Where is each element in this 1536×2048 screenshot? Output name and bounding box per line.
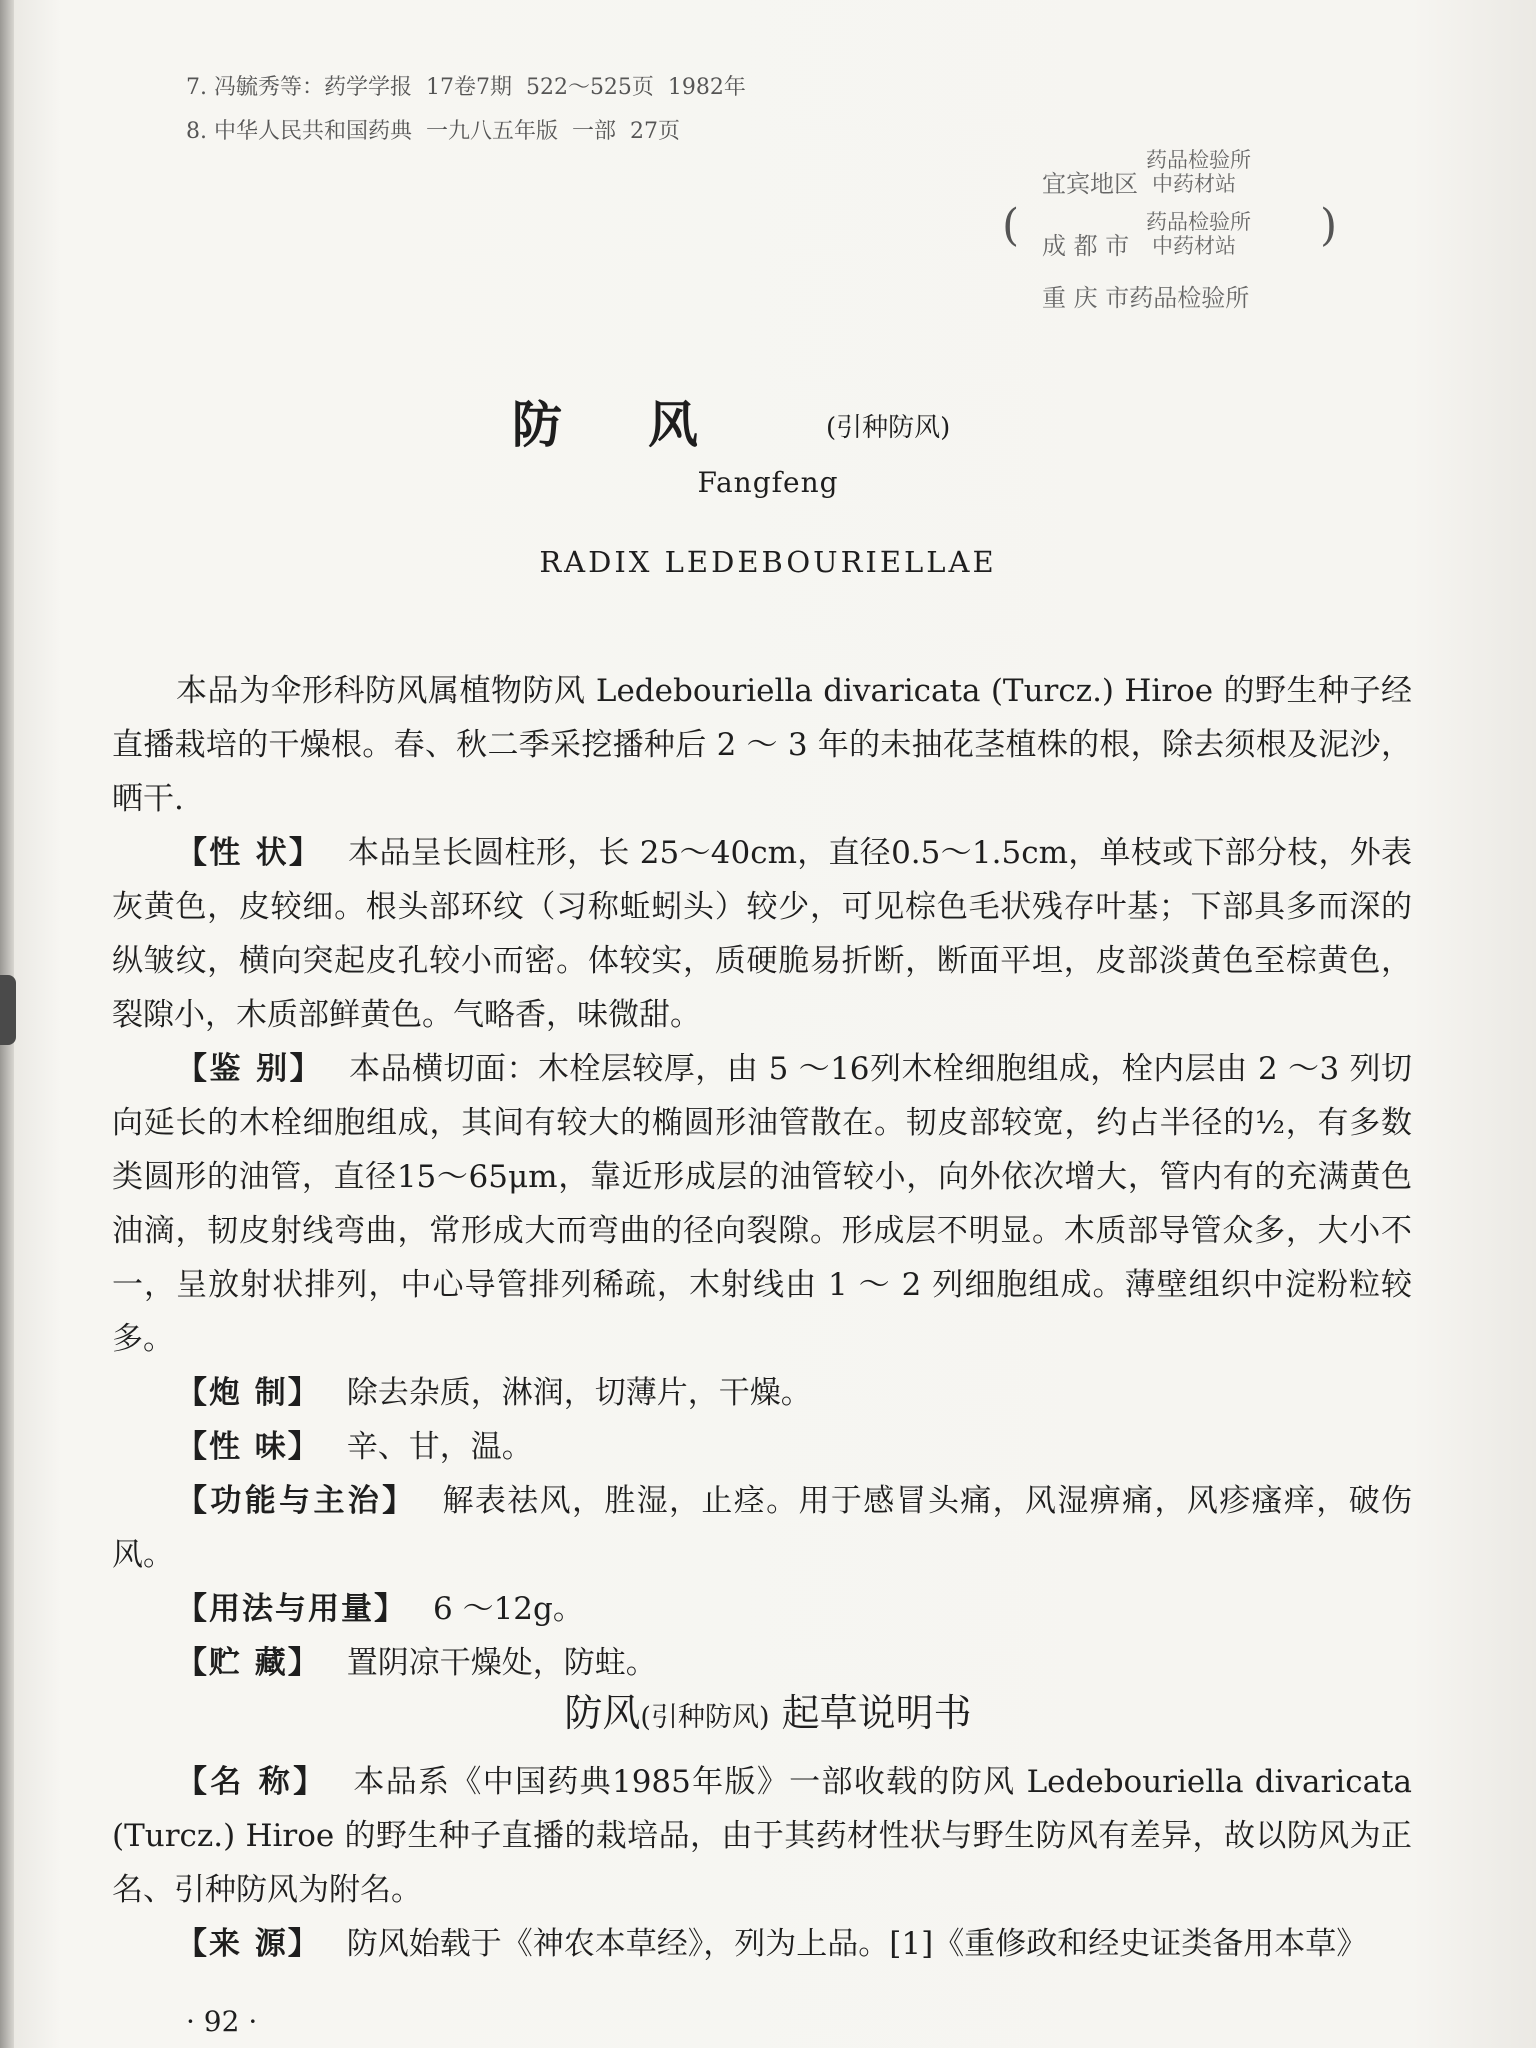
reference-item: 7. 冯毓秀等：药学学报 17卷7期 522～525页 1982年: [186, 75, 746, 100]
institution-stack: [1146, 210, 1251, 258]
drafting-title-main: 防风: [564, 1691, 641, 1735]
institution-name: 重 庆 市药品检验所: [1042, 284, 1250, 312]
drafting-notes-title: [0, 1682, 1536, 1737]
page-number: · 92 ·: [186, 2005, 258, 2038]
section-text: 6 ～12g。: [433, 1591, 584, 1627]
drafting-title-sub: (引种防风): [640, 1702, 770, 1733]
section-dosage: [112, 1582, 1412, 1636]
section-property-flavor: [112, 1420, 1412, 1474]
section-label: 【性 状】: [176, 835, 323, 871]
institution-name: 药品检验所: [1146, 148, 1251, 172]
section-actions-indications: [112, 1474, 1412, 1582]
section-text: 防风始载于《神农本草经》，列为上品。[1]《重修政和经史证类备用本草》: [346, 1926, 1368, 1962]
institution-prefix: 成 都 市: [1042, 232, 1130, 260]
section-label: 【来 源】: [176, 1926, 321, 1962]
title-pinyin: Fangfeng: [697, 466, 839, 499]
section-label: 【鉴 别】: [176, 1051, 324, 1087]
reference-item: 8. 中华人民共和国药典 一九八五年版 一部 27页: [186, 119, 680, 144]
section-identification: [112, 1042, 1412, 1366]
section-text: 置阴凉干燥处，防蛀。: [346, 1645, 657, 1681]
section-label: 【炮 制】: [176, 1375, 321, 1411]
institution-stack: [1146, 148, 1251, 196]
institution-name: 中药材站: [1152, 234, 1236, 258]
section-text: 本品呈长圆柱形，长 25～40cm，直径0.5～1.5cm，单枝或下部分枝，外表灰黄色，皮较细。根头部环纹（习称蚯蚓头）较少，可见棕色毛状残存叶基；下部具多而深的纵皱纹，横向突起皮孔较小而密。体较实，质硬脆易折断，断面平坦，皮部淡黄色至棕黄色，裂隙小，木质部鲜黄色。气略香，味微甜。: [112, 835, 1413, 1033]
section-text: 本品横切面：木栓层较厚，由 5 ～16列木栓细胞组成，栓内层由 2 ～3 列切向延长的木栓细胞组成，其间有较大的椭圆形油管散在。韧皮部较宽，约占半径的½，有多数类圆形的油管，直径15～65μm，靠近形成层的油管较小，向外依次增大，管内有的充满黄色油滴，韧皮射线弯曲，常形成大而弯曲的径向裂隙。形成层不明显。木质部导管众多，大小不一，呈放射状排列，中心导管排列稀疏，木射线由 1 ～ 2 列细胞组成。薄壁组织中淀粉粒较多。: [112, 1051, 1412, 1357]
monograph-body: [112, 664, 1412, 1690]
authoring-institutions: [1002, 148, 1342, 318]
monograph-title: [0, 385, 1536, 455]
reference-list: [186, 66, 746, 154]
left-parenthesis: (: [1002, 200, 1020, 251]
institution-name: 中药材站: [1152, 172, 1236, 196]
title-chinese: 防风: [512, 396, 784, 454]
title-latin: RADIX LEDEBOURIELLAE: [539, 545, 997, 579]
section-text: 本品系《中国药典1985年版》一部收载的防风 Ledebouriella divaricata (Turcz.) Hiroe 的野生种子直播的栽培品，由于其药材性状与野生防风有差异，故以防风为正名、引种防风为附名。: [112, 1764, 1412, 1908]
section-origin: [112, 1917, 1412, 1971]
institution-name: 药品检验所: [1146, 210, 1251, 234]
drafting-notes-body: [112, 1755, 1412, 1971]
section-label: 【贮 藏】: [176, 1645, 321, 1681]
section-label: 【用法与用量】: [176, 1591, 407, 1627]
intro-paragraph: 本品为伞形科防风属植物防风 Ledebouriella divaricata (Turcz.) Hiroe 的野生种子经直播栽培的干燥根。春、秋二季采挖播种后 2 ～ 3 年的未抽花茎植株的根，除去须根及泥沙，晒干.: [112, 673, 1412, 817]
page-edge-mark: [0, 975, 16, 1045]
title-subtitle: (引种防风): [826, 413, 951, 443]
right-parenthesis: ): [1320, 200, 1338, 251]
section-label: 【名 称】: [176, 1764, 328, 1800]
section-text: 除去杂质，淋润，切薄片，干燥。: [346, 1375, 812, 1411]
section-text: 辛、甘，温。: [346, 1429, 533, 1465]
section-name: [112, 1755, 1412, 1917]
drafting-title-suffix: 起草说明书: [781, 1691, 972, 1735]
section-characters: [112, 826, 1412, 1042]
section-text: 解表祛风，胜湿，止痉。用于感冒头痛，风湿痹痛，风疹瘙痒，破伤风。: [112, 1483, 1413, 1573]
section-processing: [112, 1366, 1412, 1420]
institution-prefix: 宜宾地区: [1042, 170, 1138, 198]
section-label: 【性 味】: [176, 1429, 321, 1465]
section-label: 【功能与主治】: [176, 1483, 417, 1519]
